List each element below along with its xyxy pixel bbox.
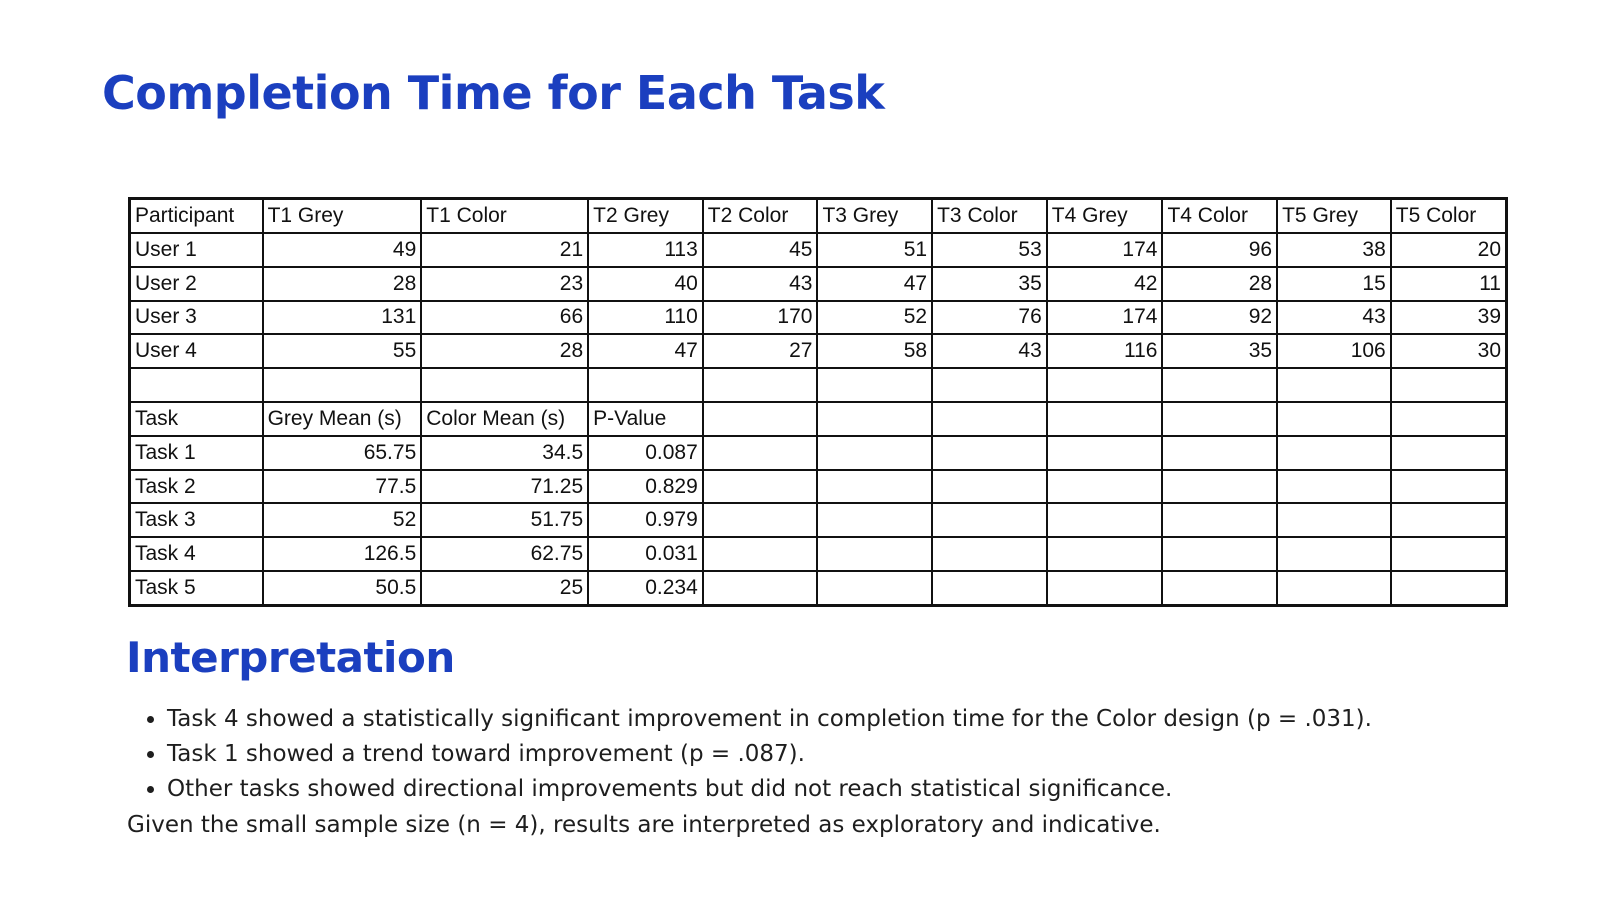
- empty-cell: [817, 368, 932, 402]
- table-row: [130, 301, 1507, 335]
- table-cell: 25: [421, 571, 588, 605]
- column-header: T3 Grey: [817, 199, 932, 233]
- table-cell: 40: [588, 267, 703, 301]
- empty-cell: [703, 402, 818, 436]
- page-title: Completion Time for Each Task: [102, 66, 885, 120]
- empty-cell: [1391, 436, 1507, 470]
- empty-cell: [703, 368, 818, 402]
- table-cell: 28: [421, 334, 588, 368]
- table-cell: 174: [1047, 301, 1163, 335]
- table-cell: 110: [588, 301, 703, 335]
- table-cell: 49: [263, 233, 422, 267]
- table-cell: 96: [1162, 233, 1277, 267]
- table-cell: 52: [817, 301, 932, 335]
- interpretation-bullet: • Task 1 showed a trend toward improvement (p = .087).: [167, 737, 1372, 772]
- empty-cell: [1162, 436, 1277, 470]
- table-cell: 58: [817, 334, 932, 368]
- empty-cell: [1277, 368, 1391, 402]
- table-cell: 28: [1162, 267, 1277, 301]
- table-cell: 65.75: [263, 436, 422, 470]
- empty-cell: [932, 368, 1047, 402]
- empty-cell: [1162, 503, 1277, 537]
- empty-cell: [1391, 470, 1507, 504]
- empty-cell: [703, 503, 818, 537]
- completion-time-table: [128, 197, 1508, 607]
- empty-cell: [932, 402, 1047, 436]
- table-cell: 174: [1047, 233, 1163, 267]
- column-header: T4 Grey: [1047, 199, 1163, 233]
- empty-cell: [1047, 571, 1163, 605]
- table-cell: 0.829: [588, 470, 703, 504]
- table-cell: 27: [703, 334, 818, 368]
- empty-cell: [1047, 503, 1163, 537]
- empty-cell: [1391, 503, 1507, 537]
- empty-cell: [1277, 402, 1391, 436]
- empty-cell: [1162, 368, 1277, 402]
- column-header: T5 Grey: [1277, 199, 1391, 233]
- column-header: T3 Color: [932, 199, 1047, 233]
- empty-cell: [817, 571, 932, 605]
- table-cell: 39: [1391, 301, 1507, 335]
- table-cell: 23: [421, 267, 588, 301]
- empty-cell: [817, 503, 932, 537]
- empty-cell: [1047, 402, 1163, 436]
- empty-cell: [817, 470, 932, 504]
- empty-cell: [1162, 571, 1277, 605]
- table-cell: 21: [421, 233, 588, 267]
- column-header: P-Value: [588, 402, 703, 436]
- empty-cell: [1047, 368, 1163, 402]
- table-cell: 53: [932, 233, 1047, 267]
- spacer-row: [130, 368, 1507, 402]
- empty-cell: [1162, 537, 1277, 571]
- row-label: User 3: [130, 301, 263, 335]
- table-cell: 106: [1277, 334, 1391, 368]
- empty-cell: [1277, 537, 1391, 571]
- column-header: T2 Color: [703, 199, 818, 233]
- table-cell: 43: [932, 334, 1047, 368]
- column-header: Color Mean (s): [421, 402, 588, 436]
- row-label: User 2: [130, 267, 263, 301]
- table-cell: 43: [703, 267, 818, 301]
- empty-cell: [1391, 537, 1507, 571]
- summary-row: [130, 571, 1507, 605]
- table-cell: 20: [1391, 233, 1507, 267]
- column-header: T2 Grey: [588, 199, 703, 233]
- empty-cell: [703, 436, 818, 470]
- row-label: Task 5: [130, 571, 263, 605]
- table-row: [130, 334, 1507, 368]
- column-header: T5 Color: [1391, 199, 1507, 233]
- empty-cell: [1277, 436, 1391, 470]
- empty-cell: [932, 470, 1047, 504]
- empty-cell: [817, 402, 932, 436]
- column-header: Grey Mean (s): [263, 402, 422, 436]
- table-row: [130, 233, 1507, 267]
- table-cell: 42: [1047, 267, 1163, 301]
- table-cell: 71.25: [421, 470, 588, 504]
- table-cell: 43: [1277, 301, 1391, 335]
- summary-row: [130, 503, 1507, 537]
- table-cell: 0.087: [588, 436, 703, 470]
- empty-cell: [932, 571, 1047, 605]
- table-cell: 15: [1277, 267, 1391, 301]
- table-cell: 76: [932, 301, 1047, 335]
- table-cell: 0.234: [588, 571, 703, 605]
- empty-cell: [421, 368, 588, 402]
- empty-cell: [703, 537, 818, 571]
- table-cell: 116: [1047, 334, 1163, 368]
- interpretation-bullet: • Other tasks showed directional improvements but did not reach statistical significance.: [167, 772, 1372, 807]
- table-cell: 77.5: [263, 470, 422, 504]
- empty-cell: [1047, 470, 1163, 504]
- table-cell: 170: [703, 301, 818, 335]
- column-header: T1 Color: [421, 199, 588, 233]
- interpretation-list: [145, 702, 1372, 807]
- row-label: Task 1: [130, 436, 263, 470]
- empty-cell: [1047, 436, 1163, 470]
- table-cell: 35: [1162, 334, 1277, 368]
- table-row: [130, 267, 1507, 301]
- empty-cell: [1047, 537, 1163, 571]
- empty-cell: [1391, 571, 1507, 605]
- interpretation-heading: Interpretation: [126, 633, 455, 682]
- empty-cell: [703, 470, 818, 504]
- summary-row: [130, 470, 1507, 504]
- column-header: T1 Grey: [263, 199, 422, 233]
- row-label: Task 2: [130, 470, 263, 504]
- empty-cell: [1162, 402, 1277, 436]
- table-cell: 131: [263, 301, 422, 335]
- sample-size-note: Given the small sample size (n = 4), results are interpreted as exploratory and indicative.: [127, 812, 1161, 838]
- empty-cell: [1391, 402, 1507, 436]
- table-cell: 34.5: [421, 436, 588, 470]
- empty-cell: [817, 537, 932, 571]
- interpretation-bullet: • Task 4 showed a statistically significant improvement in completion time for the Color design (p = .031).: [167, 702, 1372, 737]
- empty-cell: [1277, 571, 1391, 605]
- header-row: [130, 199, 1507, 233]
- table-cell: 35: [932, 267, 1047, 301]
- empty-cell: [1277, 503, 1391, 537]
- row-label: Task 4: [130, 537, 263, 571]
- table-cell: 0.031: [588, 537, 703, 571]
- table-cell: 51: [817, 233, 932, 267]
- row-label: Task 3: [130, 503, 263, 537]
- empty-cell: [1162, 470, 1277, 504]
- column-header: T4 Color: [1162, 199, 1277, 233]
- table-cell: 66: [421, 301, 588, 335]
- table-cell: 55: [263, 334, 422, 368]
- empty-cell: [817, 436, 932, 470]
- empty-cell: [263, 368, 422, 402]
- table-cell: 126.5: [263, 537, 422, 571]
- summary-row: [130, 436, 1507, 470]
- table-cell: 51.75: [421, 503, 588, 537]
- table-cell: 113: [588, 233, 703, 267]
- summary-header-row: [130, 402, 1507, 436]
- table-cell: 30: [1391, 334, 1507, 368]
- table-cell: 62.75: [421, 537, 588, 571]
- row-label: User 4: [130, 334, 263, 368]
- table-cell: 45: [703, 233, 818, 267]
- empty-cell: [130, 368, 263, 402]
- table-cell: 28: [263, 267, 422, 301]
- table-cell: 92: [1162, 301, 1277, 335]
- table-cell: 47: [817, 267, 932, 301]
- empty-cell: [703, 571, 818, 605]
- empty-cell: [932, 503, 1047, 537]
- empty-cell: [932, 537, 1047, 571]
- table-cell: 52: [263, 503, 422, 537]
- summary-row: [130, 537, 1507, 571]
- table-cell: 50.5: [263, 571, 422, 605]
- empty-cell: [1391, 368, 1507, 402]
- table-cell: 47: [588, 334, 703, 368]
- row-label: User 1: [130, 233, 263, 267]
- column-header: Participant: [130, 199, 263, 233]
- empty-cell: [588, 368, 703, 402]
- empty-cell: [1277, 470, 1391, 504]
- table-cell: 0.979: [588, 503, 703, 537]
- table-cell: 38: [1277, 233, 1391, 267]
- empty-cell: [932, 436, 1047, 470]
- column-header: Task: [130, 402, 263, 436]
- table-cell: 11: [1391, 267, 1507, 301]
